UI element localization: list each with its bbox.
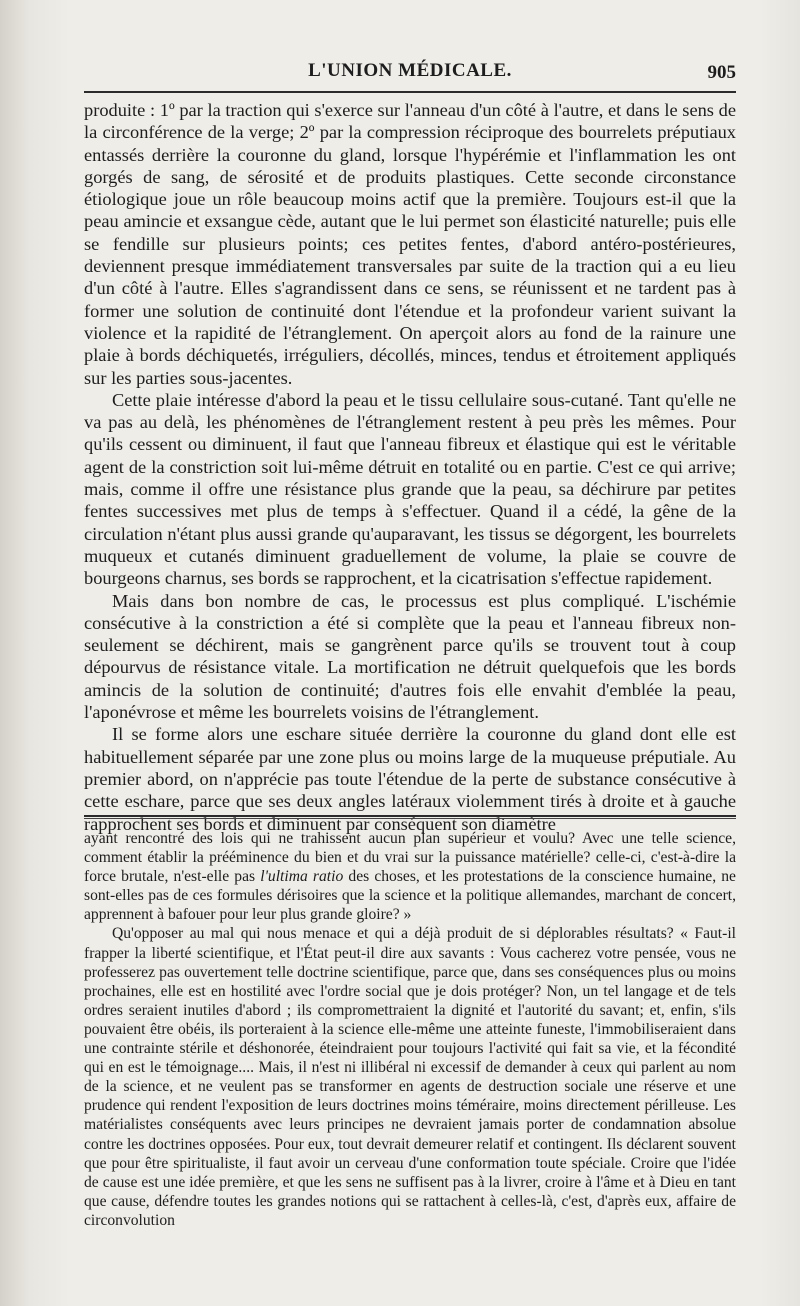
note-text: ayant rencontré des lois qui ne trahissent aucun plan supérieur et voulu? Avec une telle science, comment établir la prééminence du bien et du vrai sur la puissance matérielle? celle-ci, c'est-à-dire la force brutale, n'est-elle pas — [84, 830, 736, 886]
paragraph: Mais dans bon nombre de cas, le processus est plus compliqué. L'ischémie consécutive à la constriction a été si complète que la peau et l'anneau fibreux non-seulement se déchirent, mais se gangrènent parce qu'ils se trouvent tout à coup dépourvus de résistance vitale. La mortification ne détruit quelquefois que les bords amincis de la solution de continuité; d'autres fois elle envahit d'emblée la peau, l'aponévrose et même les bourrelets voisins de l'étranglement. — [84, 590, 736, 723]
paragraph: Cette plaie intéresse d'abord la peau et le tissu cellulaire sous-cutané. Tant qu'elle ne va pas au delà, les phénomènes de l'étranglement restent à peu près les mêmes. Pour qu'ils cessent ou diminuent, il faut que l'anneau fibreux et élastique qui est le véritable agent de la constriction soit lui-même détruit en totalité ou en partie. C'est ce qui arrive; mais, comme il offre une résistance plus grande que la peau, sa déchirure par petites fentes successives met plus de temps à s'effectuer. Quand il a cédé, la gêne de la circulation n'étant plus aussi grande qu'auparavant, les tissus se dégorgent, les bourrelets muqueux et cutanés diminuent graduellement de volume, la plaie se couvre de bourgeons charnus, ses bords se rapprochent, et la cicatrisation s'effectue rapidement. — [84, 389, 736, 589]
note-paragraph: Qu'opposer au mal qui nous menace et qui a déjà produit de si déplorables résultats? « Faut-il frapper la liberté scientifique, et l'État peut-il dire aux savants : Vous cacherez votre pensée, vous ne professerez pas ouvertement telle doctrine scientifique, parce que, dans ses conséquences plus ou moins prochaines, elle est en hostilité avec l'ordre social que je dois protéger? Non, un tel langage et de tels ordres seraient inutiles d'abord ; ils compromettraient la dignité et l'autorité du savant; et, enfin, s'ils pouvaient être obéis, ils porteraient à la science elle-même une atteinte funeste, l'immobiliseraient dans une contrainte stérile et déshonorée, éteindraient pour toujours l'activité qui fait sa vie, et la fécondité qui en est le témoignage.... Mais, il n'est ni illibéral ni excessif de demander à ceux qui parlent au nom de la science, et ne veulent pas se transformer en agents de destruction sociale une réserve et une prudence qui rendent l'exposition de leurs doctrines moins téméraire, moins directement périlleuse. Les matérialistes conséquents avec leurs principes ne devraient jamais porter de condamnation absolue contre les doctrines opposées. Pour eux, tout devrait demeurer relatif et contingent. Ils déclarent souvent que pour être spiritualiste, il faut avoir un cerveau d'une conformation toute spéciale. Croire que l'idée de cause est une idée première, et que les sens ne suffisent pas à la livrer, croire à l'âme et à Dieu en tant que cause, défendre toutes les grandes notions qui se rattachent à celles-là, c'est, d'après eux, affaire de circonvolution — [84, 925, 736, 1229]
header-rule — [84, 91, 736, 93]
page-number: 905 — [707, 62, 736, 83]
main-text — [84, 99, 736, 835]
running-header — [84, 58, 736, 88]
note-paragraph — [84, 829, 736, 924]
paragraph: Il se forme alors une eschare située derrière la couronne du gland dont elle est habituellement séparée par une zone plus ou moins large de la muqueuse préputiale. Au premier abord, on n'apprécie pas toute l'étendue de la perte de substance consécutive à cette eschare, parce que ses deux angles latéraux violemment tirés à droite et à gauche rapprochent ses bords et diminuent par conséquent son diamètre — [84, 724, 736, 834]
section-separator — [84, 815, 736, 819]
note-italic-phrase: l'ultima ratio — [260, 868, 344, 886]
journal-title: L'UNION MÉDICALE. — [308, 60, 512, 81]
paragraph: produite : 1º par la traction qui s'exerce sur l'anneau d'un côté à l'autre, et dans le sens de la circonférence de la verge; 2º par la compression réciproque des bourrelets préputiaux entassés derrière la couronne du gland, lorsque l'hypérémie et l'inflammation les ont gorgés de sang, de sérosité et de produits plastiques. Cette seconde circonstance étiologique joue un rôle beaucoup moins actif que la première. Toujours est-il que la peau amincie et exsangue cède, autant que le lui permet son élasticité naturelle; puis elle se fendille sur plusieurs points; ces petites fentes, d'abord antéro-postérieures, deviennent presque immédiatement transversales par suite de la traction qui a eu lieu d'un côté à l'autre. Elles s'agrandissent dans ce sens, se réunissent et ne tardent pas à former une solution de continuité dont l'étendue et la profondeur varient suivant la violence et la rapidité de l'étranglement. On aperçoit alors au fond de la rainure une plaie à bords déchiquetés, irréguliers, décollés, minces, tendus et étroitement appliqués sur les parties sous-jacentes. — [84, 100, 736, 388]
note-text: des choses, et les protestations de la conscience humaine, ne sont-elles pas de ces formules dérisoires que la science et la politique allemandes, marchant de concert, apprennent à bafouer pour leur plus grande gloire? » — [84, 868, 736, 924]
feuilleton-text — [84, 829, 736, 1230]
